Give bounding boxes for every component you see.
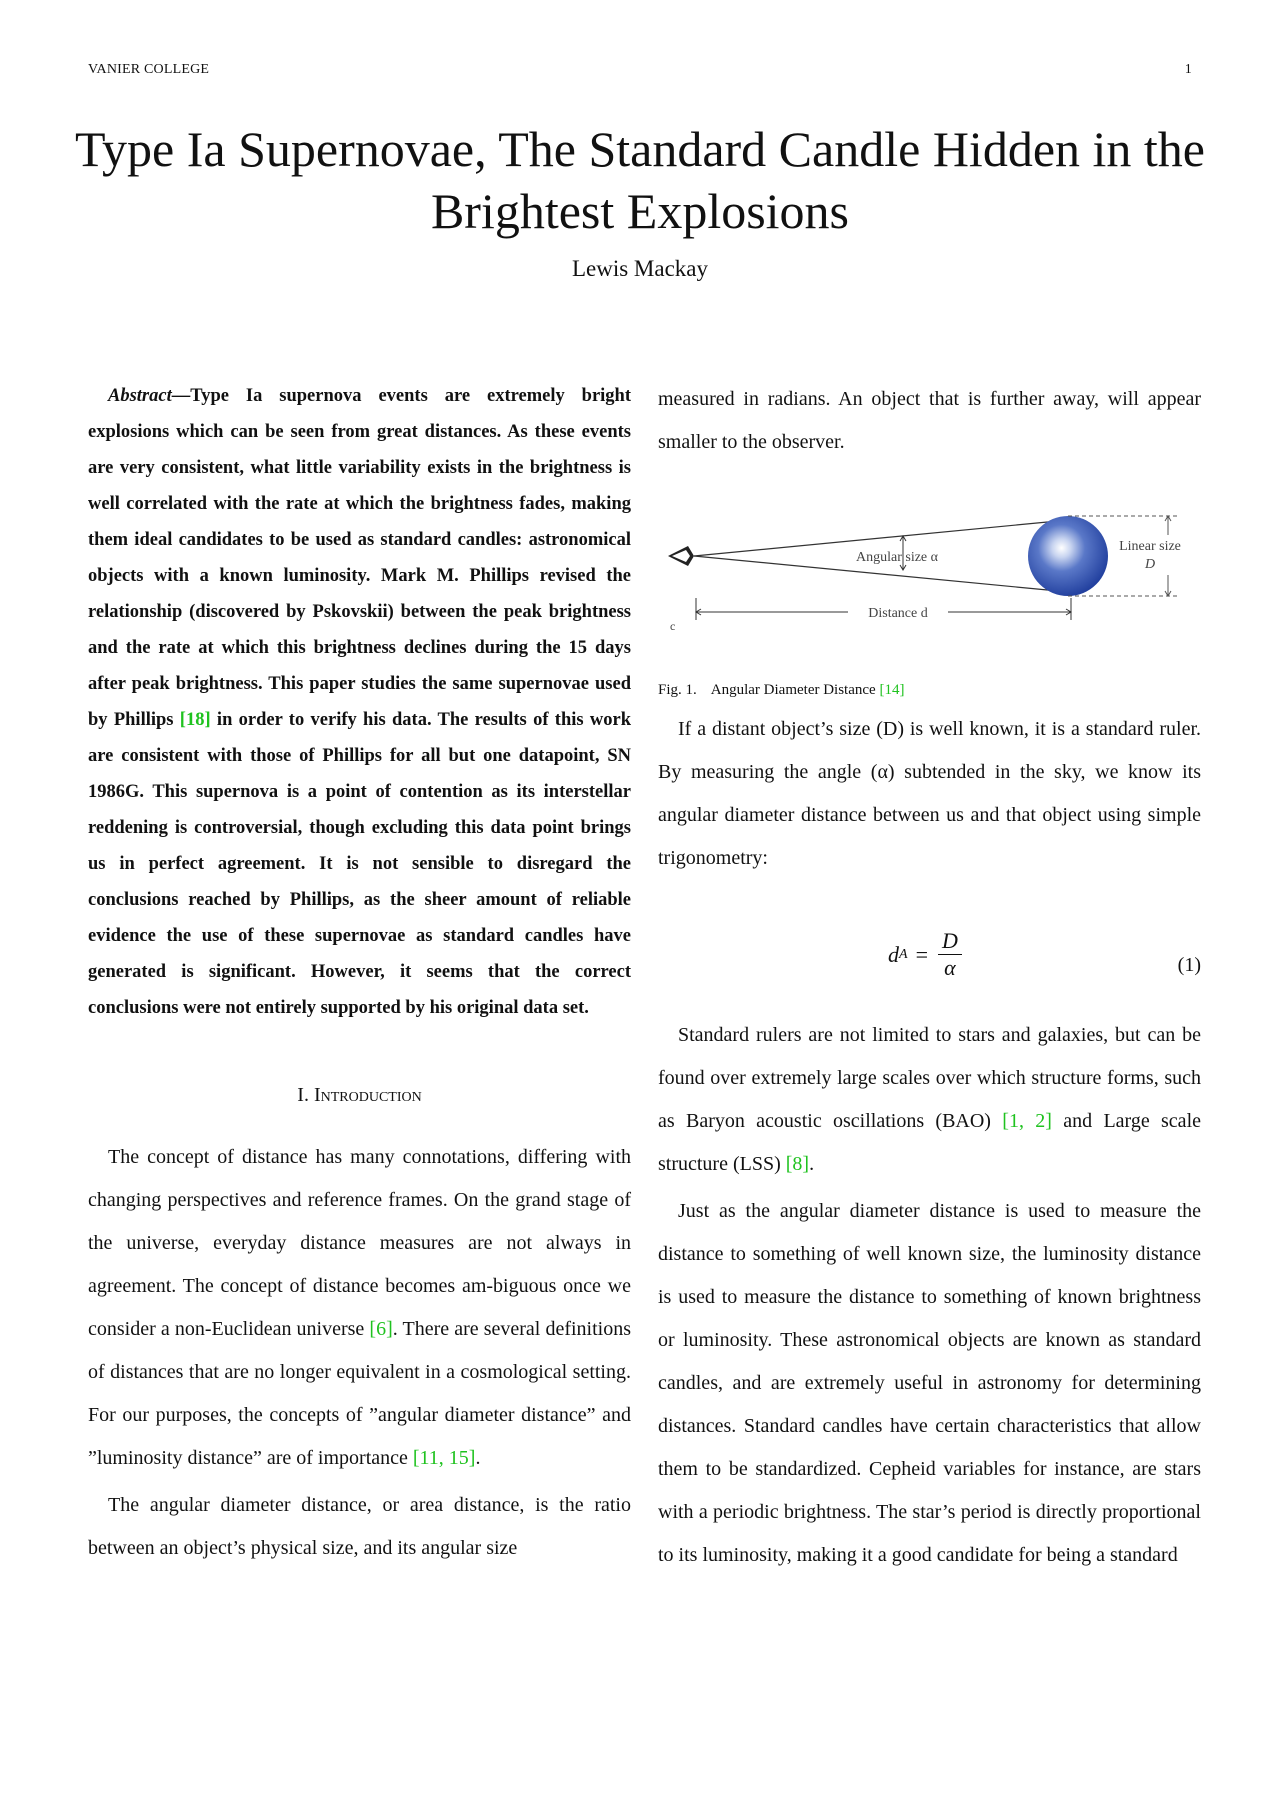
page-number: 1 xyxy=(1184,62,1192,77)
equation-1 xyxy=(658,914,1201,1004)
abstract-text: Type Ia supernova events are extremely bright explosions which can be seen from great distances. As these events are very consistent, what little variability exists in the brightness is well correlated with the rate at which the brightness fades, making them ideal candidates to be used as standard candles: astronomical objects with a known luminosity. Mark M. Phillips revised the relationship (discovered by Pskovskii) between the peak brightness and the rate at which this brightness declines during the 15 days after peak brightness. This paper studies the same supernovae used by Phillips xyxy=(88,386,631,730)
abstract-text-2: in order to verify his data. The results of this work are consistent with those of Phillips for all but one datapoint, SN 1986G. This supernova is a point of contention as its interstellar reddening is controversial, though excluding this data point brings us in perfect agreement. It is not sensible to disregard the conclusions reached by Phillips, as the sheer amount of reliable evidence the use of these supernovae as standard candles have generated is significant. However, it seems that the correct conclusions were not entirely supported by his original data set. xyxy=(88,710,631,1018)
abstract-dash: — xyxy=(171,386,191,406)
section-numeral: I. xyxy=(297,1084,309,1106)
left-column xyxy=(88,378,631,1574)
abstract-lead: Abstract xyxy=(108,386,172,406)
citation-link[interactable]: [1, 2] xyxy=(1002,1110,1052,1132)
linear-size-d-label: D xyxy=(1144,557,1156,572)
citation-link[interactable]: [8] xyxy=(785,1153,810,1175)
figure-label: Fig. 1. xyxy=(658,682,697,698)
equation-math xyxy=(888,928,962,981)
angular-diameter-diagram xyxy=(658,508,1201,658)
section-heading-introduction xyxy=(88,1080,631,1110)
paragraph-standard-rulers xyxy=(658,1014,1201,1186)
citation-link[interactable]: [11, 15] xyxy=(412,1447,476,1469)
citation-link[interactable]: [6] xyxy=(369,1318,393,1340)
angular-size-label: Angular size α xyxy=(856,550,938,565)
institution-label: VANIER COLLEGE xyxy=(88,62,210,77)
running-head xyxy=(88,62,1192,78)
section-title: Introduction xyxy=(313,1084,422,1106)
eq-equals: = xyxy=(915,942,928,967)
figure-caption xyxy=(658,680,904,700)
eq-fraction xyxy=(938,928,962,981)
abstract xyxy=(88,378,631,1026)
eq-denominator: α xyxy=(944,955,956,980)
figure-1 xyxy=(658,508,1201,708)
citation-link[interactable]: [18] xyxy=(179,710,211,730)
caption-text: Angular Diameter Distance xyxy=(710,682,880,698)
continued-paragraph: measured in radians. An object that is further away, will appear smaller to the observer. xyxy=(658,388,1201,453)
eq-lhs-sub: A xyxy=(899,947,908,962)
paragraph-text: and Large scale structure (LSS) xyxy=(658,1110,1201,1175)
right-column xyxy=(658,378,1201,1581)
intro-text: . There are several definitions of distances that are no longer equivalent in a cosmological setting. For our purposes, the concepts of ”angular diameter distance” and ”luminosity distance” are of importance xyxy=(88,1318,631,1469)
sphere-object xyxy=(1028,516,1108,596)
intro-text: . xyxy=(475,1447,481,1469)
intro-paragraph-2: The angular diameter distance, or area distance, is the ratio between an object’s physical size, and its angular size xyxy=(88,1494,631,1559)
equation-number: (1) xyxy=(1177,954,1201,976)
distance-label: Distance d xyxy=(868,606,928,621)
paragraph-text: Standard rulers are not limited to stars and galaxies, but can be found over extremely large scales over which structure forms, such as Baryon acoustic oscillations (BAO) xyxy=(658,1024,1201,1132)
linear-size-label: Linear size xyxy=(1119,539,1181,554)
paragraph-text: . xyxy=(809,1153,815,1175)
author-name: Lewis Mackay xyxy=(571,256,709,281)
paragraph-luminosity-distance: Just as the angular diameter distance is used to measure the distance to something of well known size, the luminosity distance is used to measure the distance to something of known brightness or luminosity. These astronomical objects are known as standard candles, and are extremely useful in astronomy for determining distances. Standard candles have certain characteristics that allow them to be standardized. Cepheid variables for instance, are stars with a periodic brightness. The star’s period is directly proportional to its luminosity, making it a good candidate for being a standard xyxy=(658,1200,1201,1566)
intro-paragraph-1 xyxy=(88,1136,631,1480)
paragraph-standard-ruler: If a distant object’s size (D) is well known, it is a standard ruler. By measuring the angle (α) subtended in the sky, we know its angular diameter distance between us and that object using simple trigonometry: xyxy=(658,718,1201,869)
eq-lhs: d xyxy=(888,942,899,967)
paper-title: Type Ia Supernovae, The Standard Candle Hidden in the Brightest Explosions xyxy=(75,121,1205,239)
eye-icon xyxy=(668,546,694,566)
intro-text: The concept of distance has many connotations, differing with changing perspectives and reference frames. On the grand stage of the universe, everyday distance measures are not always in agreement. The concept of distance becomes am-biguous once we consider a non-Euclidean universe xyxy=(88,1146,631,1340)
eq-numerator: D xyxy=(938,928,962,955)
citation-link[interactable]: [14] xyxy=(879,682,905,698)
c-label: c xyxy=(670,619,676,633)
